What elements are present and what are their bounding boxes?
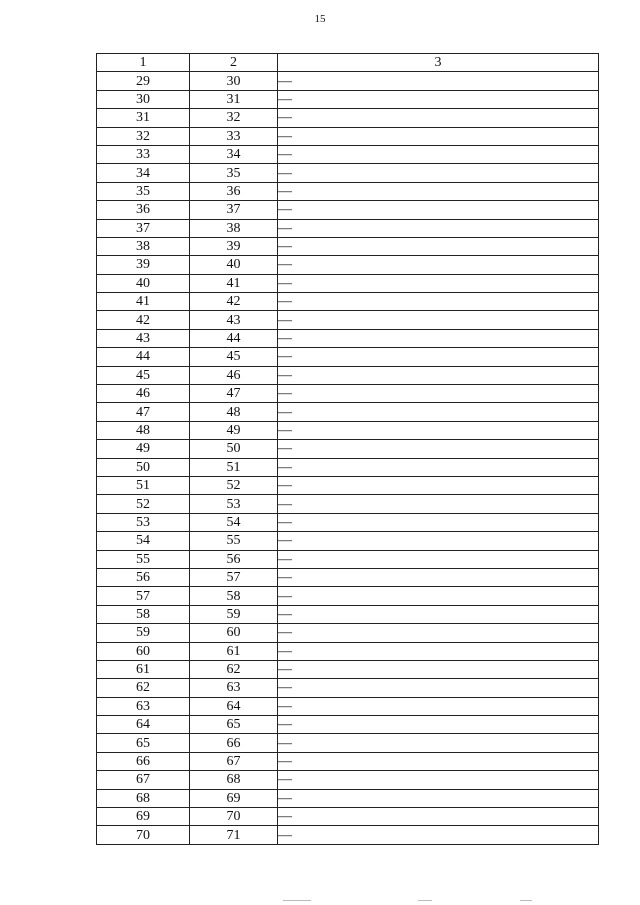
cell-col-1: 29 — [97, 72, 190, 90]
table-row — [97, 660, 599, 678]
cell-col-3: — — [278, 826, 599, 844]
cell-col-1: 49 — [97, 440, 190, 458]
cell-col-2: 63 — [190, 679, 278, 697]
cell-col-2: 32 — [190, 109, 278, 127]
cell-col-3: — — [278, 734, 599, 752]
cell-col-3: — — [278, 476, 599, 494]
table-row — [97, 109, 599, 127]
table-row — [97, 440, 599, 458]
cell-col-3: — — [278, 568, 599, 586]
cell-col-2: 39 — [190, 237, 278, 255]
data-table — [96, 53, 599, 845]
cell-col-3: — — [278, 164, 599, 182]
cell-col-2: 62 — [190, 660, 278, 678]
cell-col-3: — — [278, 532, 599, 550]
cell-col-3: — — [278, 495, 599, 513]
cell-col-2: 59 — [190, 605, 278, 623]
cell-col-3: — — [278, 72, 599, 90]
cell-col-1: 70 — [97, 826, 190, 844]
cell-col-1: 31 — [97, 109, 190, 127]
cell-col-2: 67 — [190, 752, 278, 770]
cell-col-3: — — [278, 421, 599, 439]
cell-col-3: — — [278, 716, 599, 734]
cell-col-2: 33 — [190, 127, 278, 145]
table-row — [97, 219, 599, 237]
table-row — [97, 421, 599, 439]
cell-col-1: 63 — [97, 697, 190, 715]
cell-col-2: 40 — [190, 256, 278, 274]
cell-col-1: 60 — [97, 642, 190, 660]
cell-col-3: — — [278, 697, 599, 715]
cell-col-2: 46 — [190, 366, 278, 384]
cell-col-1: 64 — [97, 716, 190, 734]
cell-col-1: 51 — [97, 476, 190, 494]
cell-col-1: 35 — [97, 182, 190, 200]
table-row — [97, 385, 599, 403]
cell-col-1: 44 — [97, 348, 190, 366]
table-row — [97, 164, 599, 182]
cell-col-2: 37 — [190, 201, 278, 219]
cell-col-2: 38 — [190, 219, 278, 237]
page-number: 15 — [314, 13, 326, 25]
cell-col-2: 60 — [190, 624, 278, 642]
table-row — [97, 237, 599, 255]
cell-col-3: — — [278, 808, 599, 826]
table-row — [97, 476, 599, 494]
cell-col-3: — — [278, 219, 599, 237]
cell-col-2: 48 — [190, 403, 278, 421]
cell-col-2: 36 — [190, 182, 278, 200]
cell-col-1: 61 — [97, 660, 190, 678]
cell-col-2: 68 — [190, 771, 278, 789]
cell-col-1: 30 — [97, 90, 190, 108]
cell-col-2: 34 — [190, 145, 278, 163]
cell-col-2: 56 — [190, 550, 278, 568]
cell-col-1: 59 — [97, 624, 190, 642]
table-row — [97, 568, 599, 586]
table-row — [97, 458, 599, 476]
cell-col-3: — — [278, 403, 599, 421]
cell-col-2: 64 — [190, 697, 278, 715]
cell-col-2: 65 — [190, 716, 278, 734]
cell-col-1: 46 — [97, 385, 190, 403]
cell-col-2: 53 — [190, 495, 278, 513]
table-row — [97, 808, 599, 826]
cell-col-2: 57 — [190, 568, 278, 586]
table-row — [97, 311, 599, 329]
cell-col-2: 69 — [190, 789, 278, 807]
table-row — [97, 716, 599, 734]
table-row — [97, 587, 599, 605]
cell-col-3: — — [278, 385, 599, 403]
table-body — [97, 72, 599, 844]
cell-col-3: — — [278, 329, 599, 347]
cell-col-1: 45 — [97, 366, 190, 384]
cell-col-3: — — [278, 458, 599, 476]
cell-col-1: 53 — [97, 513, 190, 531]
cell-col-1: 58 — [97, 605, 190, 623]
cell-col-2: 58 — [190, 587, 278, 605]
cell-col-3: — — [278, 201, 599, 219]
cell-col-1: 32 — [97, 127, 190, 145]
column-header-1: 1 — [97, 54, 190, 72]
cell-col-2: 66 — [190, 734, 278, 752]
cell-col-3: — — [278, 660, 599, 678]
table-row — [97, 90, 599, 108]
cell-col-3: — — [278, 293, 599, 311]
table-row — [97, 642, 599, 660]
table-row — [97, 72, 599, 90]
cell-col-3: — — [278, 182, 599, 200]
cell-col-2: 61 — [190, 642, 278, 660]
cell-col-1: 50 — [97, 458, 190, 476]
cell-col-1: 69 — [97, 808, 190, 826]
cell-col-3: — — [278, 789, 599, 807]
cell-col-2: 31 — [190, 90, 278, 108]
cell-col-1: 54 — [97, 532, 190, 550]
table-row — [97, 182, 599, 200]
cell-col-1: 40 — [97, 274, 190, 292]
cell-col-1: 67 — [97, 771, 190, 789]
cell-col-3: — — [278, 127, 599, 145]
cell-col-1: 66 — [97, 752, 190, 770]
table-row — [97, 513, 599, 531]
table-row — [97, 697, 599, 715]
table-row — [97, 256, 599, 274]
table-row — [97, 495, 599, 513]
cell-col-1: 56 — [97, 568, 190, 586]
cell-col-3: — — [278, 624, 599, 642]
cell-col-2: 41 — [190, 274, 278, 292]
cell-col-2: 45 — [190, 348, 278, 366]
table-row — [97, 550, 599, 568]
cell-col-3: — — [278, 237, 599, 255]
cell-col-1: 42 — [97, 311, 190, 329]
cell-col-2: 44 — [190, 329, 278, 347]
cell-col-1: 57 — [97, 587, 190, 605]
header-row — [97, 54, 599, 72]
cell-col-1: 65 — [97, 734, 190, 752]
cell-col-3: — — [278, 587, 599, 605]
cell-col-3: — — [278, 145, 599, 163]
cell-col-1: 33 — [97, 145, 190, 163]
table-row — [97, 366, 599, 384]
cell-col-2: 30 — [190, 72, 278, 90]
column-header-2: 2 — [190, 54, 278, 72]
table-row — [97, 789, 599, 807]
cell-col-2: 43 — [190, 311, 278, 329]
cell-col-1: 62 — [97, 679, 190, 697]
cell-col-3: — — [278, 348, 599, 366]
cell-col-2: 55 — [190, 532, 278, 550]
cell-col-2: 50 — [190, 440, 278, 458]
cell-col-1: 48 — [97, 421, 190, 439]
cell-col-3: — — [278, 256, 599, 274]
table-row — [97, 293, 599, 311]
cell-col-3: — — [278, 605, 599, 623]
cell-col-2: 71 — [190, 826, 278, 844]
cell-col-3: — — [278, 109, 599, 127]
cell-col-2: 70 — [190, 808, 278, 826]
cell-col-3: — — [278, 771, 599, 789]
cell-col-1: 55 — [97, 550, 190, 568]
cell-col-2: 35 — [190, 164, 278, 182]
table-row — [97, 752, 599, 770]
cell-col-3: — — [278, 311, 599, 329]
cell-col-1: 39 — [97, 256, 190, 274]
table-row — [97, 329, 599, 347]
cell-col-3: — — [278, 274, 599, 292]
cell-col-2: 42 — [190, 293, 278, 311]
table-row — [97, 201, 599, 219]
table-row — [97, 274, 599, 292]
cell-col-3: — — [278, 752, 599, 770]
cell-col-1: 37 — [97, 219, 190, 237]
cell-col-3: — — [278, 550, 599, 568]
table-row — [97, 771, 599, 789]
cell-col-1: 38 — [97, 237, 190, 255]
table-row — [97, 532, 599, 550]
table-row — [97, 826, 599, 844]
cell-col-1: 41 — [97, 293, 190, 311]
table-row — [97, 403, 599, 421]
cell-col-2: 52 — [190, 476, 278, 494]
cell-col-3: — — [278, 440, 599, 458]
cell-col-1: 43 — [97, 329, 190, 347]
footer-scan-marks — [0, 896, 640, 905]
cell-col-2: 54 — [190, 513, 278, 531]
table-row — [97, 679, 599, 697]
table-row — [97, 127, 599, 145]
cell-col-2: 49 — [190, 421, 278, 439]
table-row — [97, 348, 599, 366]
column-header-3: 3 — [278, 54, 599, 72]
table-row — [97, 605, 599, 623]
table-row — [97, 624, 599, 642]
cell-col-3: — — [278, 366, 599, 384]
table-row — [97, 734, 599, 752]
table-row — [97, 145, 599, 163]
cell-col-1: 47 — [97, 403, 190, 421]
cell-col-3: — — [278, 90, 599, 108]
cell-col-2: 51 — [190, 458, 278, 476]
cell-col-1: 34 — [97, 164, 190, 182]
cell-col-1: 52 — [97, 495, 190, 513]
cell-col-3: — — [278, 513, 599, 531]
cell-col-1: 68 — [97, 789, 190, 807]
cell-col-1: 36 — [97, 201, 190, 219]
cell-col-3: — — [278, 679, 599, 697]
cell-col-2: 47 — [190, 385, 278, 403]
cell-col-3: — — [278, 642, 599, 660]
